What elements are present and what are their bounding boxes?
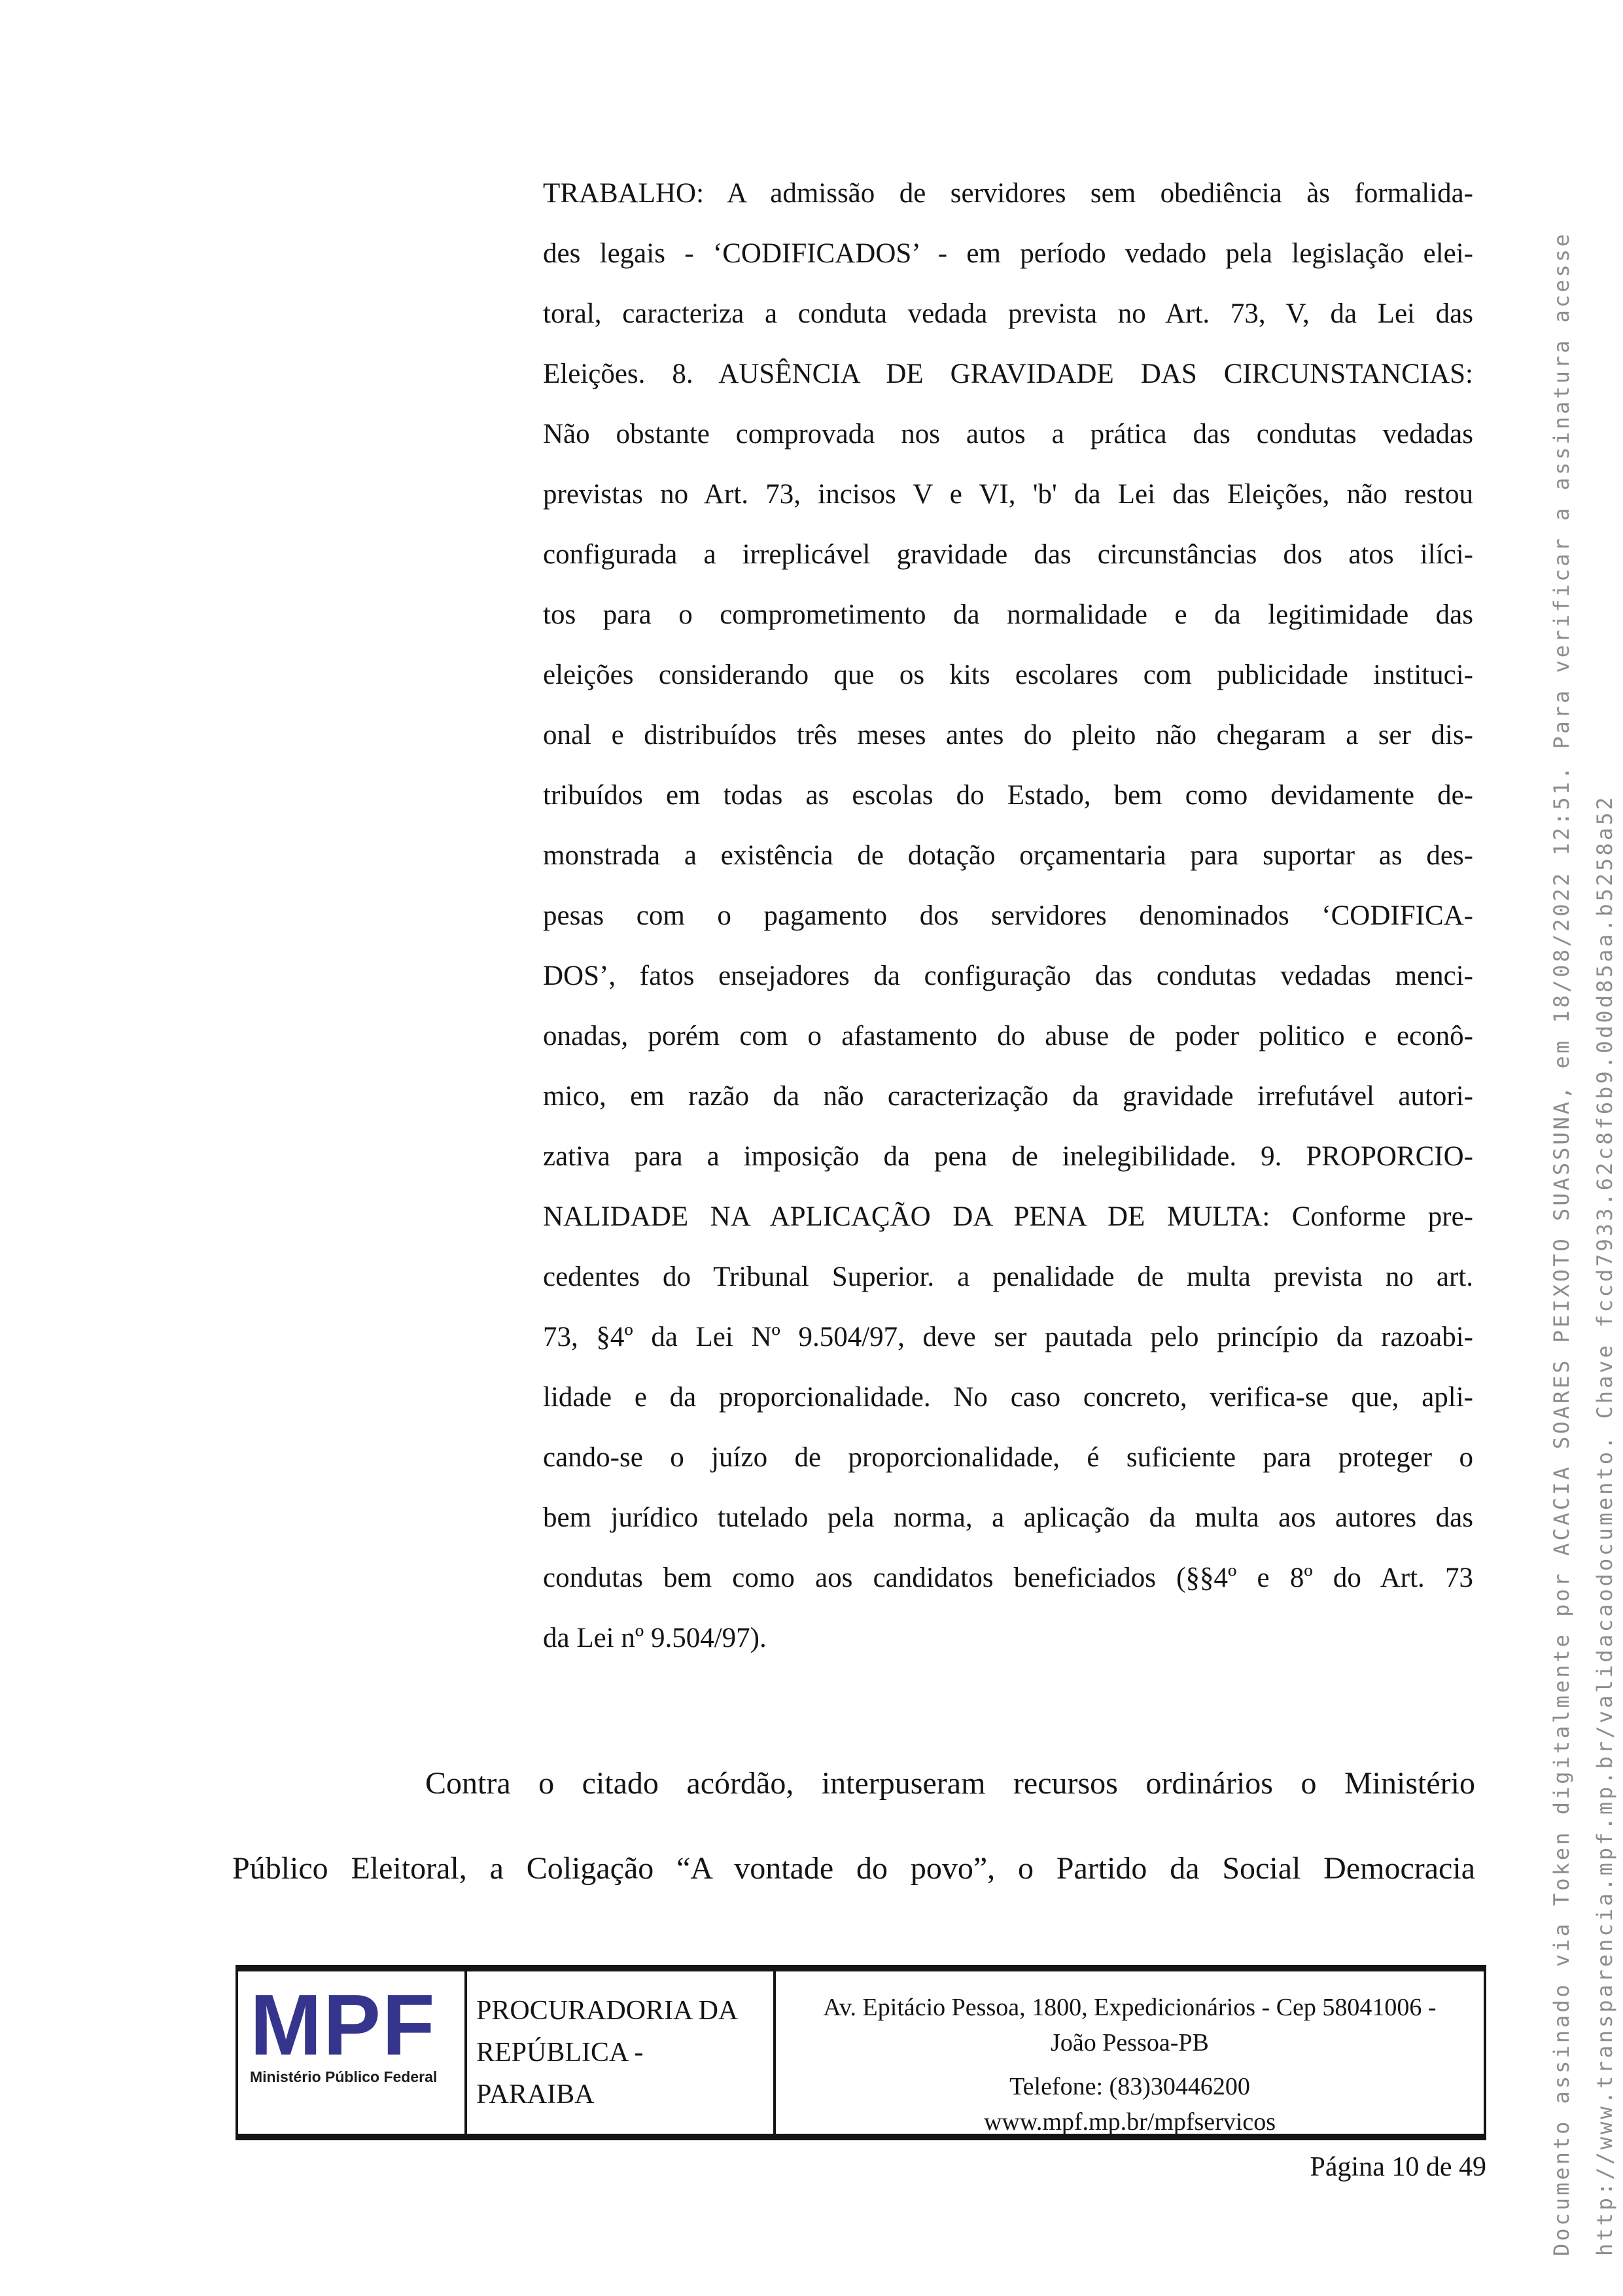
address-line: Av. Epitácio Pessoa, 1800, Expedicionários - Cep 58041006 - João Pessoa-PB (823, 1994, 1437, 2057)
quote-line: Não obstante comprovada nos autos a prática das condutas vedadas (543, 419, 1473, 450)
quote-line: pesas com o pagamento dos servidores denominados ‘CODIFICA- (543, 900, 1473, 931)
vertical-signature-text: Documento assinado via Token digitalmente por ACACIA SOARES PEIXOTO SUASSUNA, em 18/08/2022 12:51. Para verificar a assinatura acesse (1549, 231, 1574, 2256)
quote-line: previstas no Art. 73, incisos V e VI, 'b' da Lei das Eleições, não restou (543, 479, 1473, 510)
quote-block (543, 164, 1473, 1669)
quote-line: NALIDADE NA APLICAÇÃO DA PENA DE MULTA: Conforme pre- (543, 1201, 1473, 1232)
quote-line: onal e distribuídos três meses antes do pleito não chegaram a ser dis- (543, 720, 1473, 751)
office-name-cell (467, 1971, 776, 2134)
quote-line: zativa para a imposição da pena de inelegibilidade. 9. PROPORCIO- (543, 1141, 1473, 1172)
quote-line: monstrada a existência de dotação orçamentaria para suportar as des- (543, 840, 1473, 871)
quote-line: lidade e da proporcionalidade. No caso concreto, verifica-se que, apli- (543, 1382, 1473, 1413)
contact-cell (776, 1971, 1484, 2134)
quote-line: cando-se o juízo de proporcionalidade, é suficiente para proteger o (543, 1442, 1473, 1473)
quote-line: des legais - ‘CODIFICADOS’ - em período vedado pela legislação elei- (543, 238, 1473, 269)
quote-line: condutas bem como aos candidatos beneficiados (§§4º e 8º do Art. 73 (543, 1563, 1473, 1593)
office-name: PROCURADORIA DA REPÚBLICA - PARAIBA (476, 1996, 737, 2110)
quote-line: DOS’, fatos ensejadores da configuração das condutas vedadas menci- (543, 961, 1473, 991)
quote-line: da Lei nº 9.504/97). (543, 1623, 767, 1653)
quote-line: onadas, porém com o afastamento do abuse de poder politico e econô- (543, 1021, 1473, 1051)
quote-line: bem jurídico tutelado pela norma, a aplicação da multa aos autores das (543, 1502, 1473, 1533)
quote-line: 73, §4º da Lei Nº 9.504/97, deve ser pautada pelo princípio da razoabi- (543, 1322, 1473, 1352)
website-line: www.mpf.mp.br/mpfservicos (983, 2108, 1276, 2136)
quote-line: toral, caracteriza a conduta vedada prevista no Art. 73, V, da Lei das (543, 298, 1473, 329)
quote-line: configurada a irreplicável gravidade das circunstâncias dos atos ilíci- (543, 539, 1473, 570)
quote-line: TRABALHO: A admissão de servidores sem obediência às formalida- (543, 178, 1473, 209)
body-paragraph (232, 1741, 1475, 1911)
vertical-verification-text: http://www.transparencia.mpf.mp.br/validacaodocumento. Chave fccd7933.62c8f6b9.0d0d85aa.b5258a52 (1592, 794, 1617, 2256)
quote-line: tribuídos em todas as escolas do Estado, bem como devidamente de- (543, 780, 1473, 811)
quote-line: tos para o comprometimento da normalidade e da legitimidade das (543, 599, 1473, 630)
paragraph-line: Público Eleitoral, a Coligação “A vontade do povo”, o Partido da Social Democracia (232, 1851, 1475, 1886)
phone-line: Telefone: (83)30446200 (1009, 2073, 1250, 2100)
quote-line: cedentes do Tribunal Superior. a penalidade de multa prevista no art. (543, 1262, 1473, 1292)
mpf-logo-acronym: MPF (250, 1977, 436, 2073)
quote-line: eleições considerando que os kits escolares com publicidade instituci- (543, 660, 1473, 690)
mpf-logo-subtitle: Ministério Público Federal (250, 2068, 438, 2085)
quote-line: Eleições. 8. AUSÊNCIA DE GRAVIDADE DAS CIRCUNSTANCIAS: (543, 359, 1473, 389)
paragraph-line: Contra o citado acórdão, interpuseram recursos ordinários o Ministério (425, 1766, 1475, 1801)
footer-table (236, 1965, 1486, 2140)
page-number: Página 10 de 49 (1310, 2152, 1486, 2182)
quote-line: mico, em razão da não caracterização da gravidade irrefutável autori- (543, 1081, 1473, 1112)
mpf-logo (238, 1971, 467, 2134)
